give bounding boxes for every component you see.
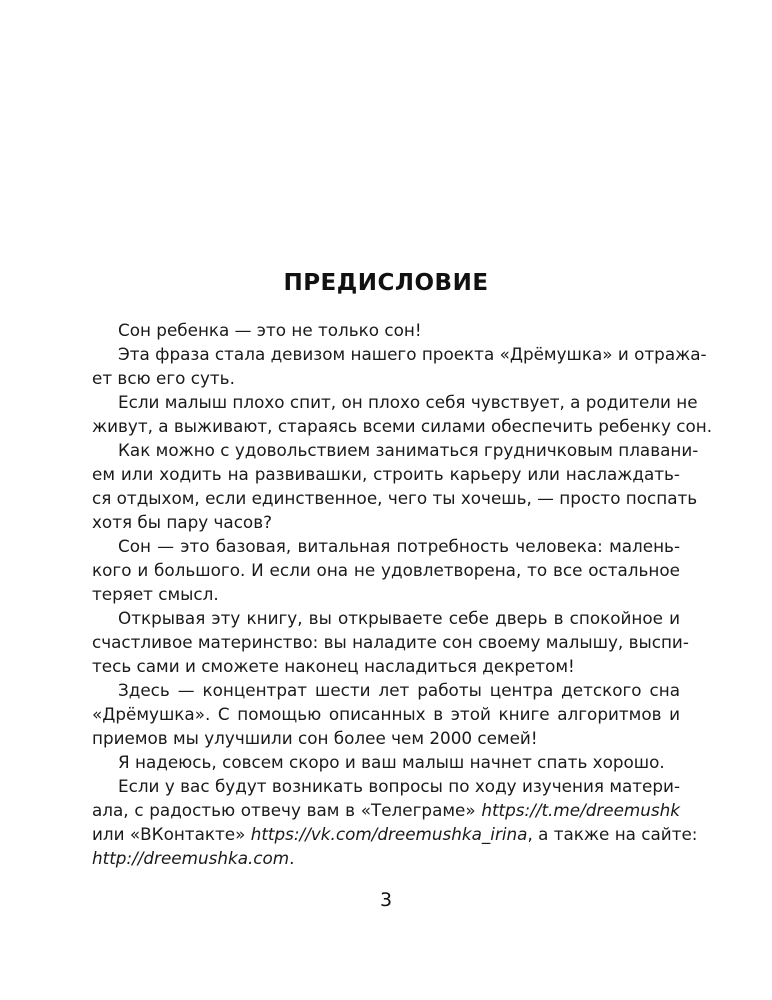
text-line <box>92 774 680 798</box>
website-link[interactable]: http://dreemushka.com <box>92 848 290 868</box>
text-span: Сон ребенка — это не только сон! <box>118 320 422 340</box>
text-line <box>92 702 680 726</box>
text-span: Здесь — концентрат шести лет работы центра детского сна <box>118 680 680 700</box>
text-line <box>92 630 689 654</box>
text-span: теряет смысл. <box>92 584 219 604</box>
text-line <box>92 390 698 414</box>
text-line <box>92 798 680 822</box>
text-span: , а также на сайте: <box>527 824 698 844</box>
page-number: 3 <box>379 889 393 911</box>
text-span: счастливое материнство: вы наладите сон своему малышу, выспи- <box>92 632 689 652</box>
text-span: Открывая эту книгу, вы открываете себе дверь в спокойное и <box>118 608 680 628</box>
text-span: Если у вас будут возникать вопросы по ходу изучения матери- <box>118 776 680 796</box>
text-line <box>92 846 680 870</box>
text-line <box>92 750 680 774</box>
text-span: «Дрёмушка». С помощью описанных в этой книге алгоритмов и <box>92 704 680 724</box>
text-span: приемов мы улучшили сон более чем 2000 семей! <box>92 728 538 748</box>
vk-link[interactable]: https://vk.com/dreemushka_irina <box>250 824 528 844</box>
text-line <box>92 726 680 750</box>
preface-text <box>92 318 713 870</box>
text-line <box>92 414 713 438</box>
text-span: тесь сами и сможете наконец насладиться декретом! <box>92 656 575 676</box>
text-span: хотя бы пару часов? <box>92 512 272 532</box>
text-span: ала, с радостью отвечу вам в «Телеграме» <box>92 800 482 820</box>
text-line <box>92 486 698 510</box>
text-span: или «ВКонтакте» <box>92 824 251 844</box>
text-span: Эта фраза стала девизом нашего проекта «Дрёмушка» и отража- <box>118 344 707 364</box>
text-line <box>92 366 680 390</box>
text-line <box>92 678 680 702</box>
text-span: ся отдыхом, если единственное, чего ты хочешь, — просто поспать <box>92 488 698 508</box>
text-line <box>92 654 680 678</box>
text-line <box>92 342 707 366</box>
text-line <box>92 318 680 342</box>
text-line <box>92 582 680 606</box>
text-span: живут, а выживают, стараясь всеми силами обеспечить ребенку сон. <box>92 416 713 436</box>
text-line <box>92 822 698 846</box>
text-span: Я надеюсь, совсем скоро и ваш малыш начнет спать хорошо. <box>118 752 665 772</box>
page-title: ПРЕДИСЛОВИЕ <box>283 270 489 296</box>
text-span: ет всю его суть. <box>92 368 235 388</box>
text-span: . <box>289 848 295 868</box>
text-span: Если малыш плохо спит, он плохо себя чувствует, а родители не <box>118 392 698 412</box>
text-line <box>92 534 680 558</box>
text-line <box>92 462 680 486</box>
text-span: кого и большого. И если она не удовлетворена, то все остальное <box>92 560 680 580</box>
text-line <box>92 438 699 462</box>
text-span: Как можно с удовольствием заниматься грудничковым плавани- <box>118 440 699 460</box>
text-span: Сон — это базовая, витальная потребность человека: малень- <box>118 536 680 556</box>
text-span: ем или ходить на развивашки, строить карьеру или наслаждать- <box>92 464 680 484</box>
text-line <box>92 510 680 534</box>
text-line <box>92 606 680 630</box>
text-line <box>92 558 680 582</box>
telegram-link[interactable]: https://t.me/dreemushk <box>481 800 680 820</box>
